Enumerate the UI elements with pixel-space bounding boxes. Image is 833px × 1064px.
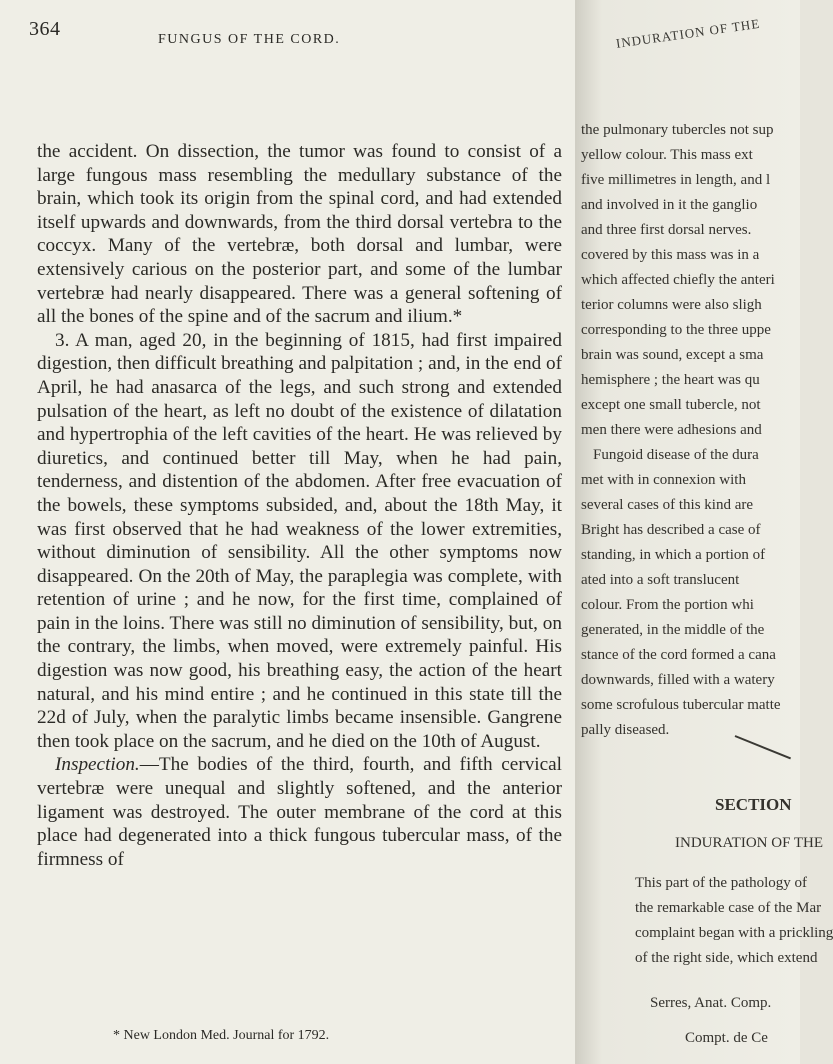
side-line: downwards, filled with a watery — [581, 672, 775, 688]
page-number: 364 — [29, 18, 61, 40]
side-lower-line: complaint began with a prickling — [635, 925, 833, 941]
side-lower-line: Serres, Anat. Comp. — [650, 995, 772, 1011]
side-line: pally diseased. — [581, 722, 670, 738]
paragraph-3 — [37, 753, 562, 871]
side-line: generated, in the middle of the — [581, 622, 765, 638]
body-text — [37, 140, 562, 871]
paragraph-1: the accident. On dissection, the tumor was found to consist of a large fungous mass resembling the medullary substance of the brain, which took its origin from the spinal cord, and had extended itself upwards and downwards, from the third dorsal vertebra to the coccyx. Many of the vertebræ, both dorsal and lumbar, were extensively carious on the posterior part, and some of the lumbar vertebræ had nearly disappeared. There was a general softening of all the bones of the spine and of the sacrum and ilium.* — [37, 141, 562, 328]
side-lower-line: INDURATION OF THE — [675, 835, 824, 851]
side-lower-line: This part of the pathology of — [635, 875, 808, 891]
side-line: and three first dorsal nerves. — [581, 222, 752, 238]
side-line: colour. From the portion whi — [581, 597, 754, 613]
side-lower-line: Compt. de Ce — [685, 1030, 768, 1046]
side-line: met with in connexion with — [581, 472, 746, 488]
adjacent-page — [575, 0, 833, 1064]
side-line: brain was sound, except a sma — [581, 347, 764, 363]
side-line: standing, in which a portion of — [581, 547, 766, 563]
side-line: covered by this mass was in a — [581, 247, 760, 263]
side-line: hemisphere ; the heart was qu — [581, 372, 760, 388]
side-line: five millimetres in length, and l — [581, 172, 771, 188]
section-divider — [735, 735, 791, 759]
side-line: the pulmonary tubercles not sup — [581, 122, 774, 138]
footnote: * New London Med. Journal for 1792. — [113, 1028, 330, 1043]
side-lower-line: the remarkable case of the Mar — [635, 900, 822, 916]
side-section-heading: SECTION — [715, 795, 792, 814]
side-line: terior columns were also sligh — [581, 297, 762, 313]
side-line: corresponding to the three uppe — [581, 322, 771, 338]
paragraph-3-text: —The bodies of the third, fourth, and fifth cervical vertebræ were unequal and slightly softened, and the anterior ligament was destroyed. The outer membrane of the cord at this place had degenerated into a thick fungous tubercular mass, of the firmness of — [37, 754, 562, 870]
side-line: stance of the cord formed a cana — [581, 647, 776, 663]
side-line: Fungoid disease of the dura — [593, 447, 759, 463]
running-head: FUNGUS OF THE CORD. — [158, 32, 341, 47]
adjacent-running-head: INDURATION OF THE — [615, 15, 761, 51]
side-line: ated into a soft translucent — [581, 572, 740, 588]
side-line: which affected chiefly the anteri — [581, 272, 775, 288]
side-line: several cases of this kind are — [581, 497, 754, 513]
side-line: some scrofulous tubercular matte — [581, 697, 781, 713]
side-line: men there were adhesions and — [581, 422, 762, 438]
paragraph-2: 3. A man, aged 20, in the beginning of 1815, had first impaired digestion, then difficult breathing and palpitation ; and, in the end of April, he had anasarca of the legs, and such strong and extended pulsation of the heart, as left no doubt of the existence of dilatation and hypertrophia of the left cavities of the heart. He was relieved by diuretics, and continued better till May, when he had pain, tenderness, and distention of the abdomen. After free evacuation of the bowels, these symptoms subsided, and, about the 18th May, it was first observed that he had weakness of the lower extremities, without diminution of sensibility. All the other symptoms now disappeared. On the 20th of May, the paraplegia was complete, with retention of urine ; and he now, for the first time, complained of pain in the loins. There was still no diminution of sensibility, but, on the contrary, the limbs, when moved, were extremely painful. His digestion was now good, his breathing easy, the action of the heart natural, and his mind entire ; and he continued in this state till the 22d of July, when the paralytic limbs became insensible. Gangrene then took place on the sacrum, and he died on the 10th of August. — [37, 329, 562, 752]
side-line: and involved in it the ganglio — [581, 197, 758, 213]
side-line: Bright has described a case of — [581, 522, 761, 538]
side-line: yellow colour. This mass ext — [581, 147, 753, 163]
inspection-label: Inspection. — [55, 754, 140, 776]
side-line: except one small tubercle, not — [581, 397, 761, 413]
side-lower-line: of the right side, which extend — [635, 950, 818, 966]
